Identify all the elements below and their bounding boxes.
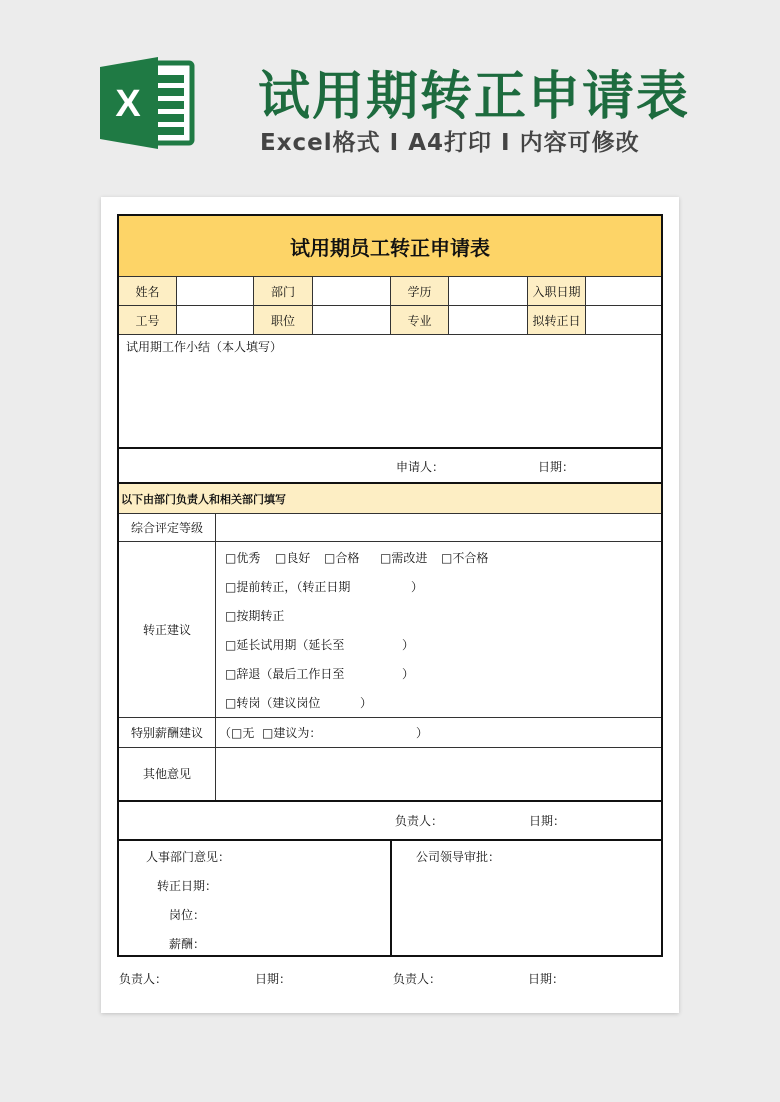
hr-opinion-label: 人事部门意见：	[146, 850, 231, 864]
option-early-close: ）	[411, 580, 424, 594]
footer-responsible-2: 负责人：	[393, 972, 442, 986]
form-title: 试用期员工转正申请表	[119, 216, 661, 276]
label-employee-id: 工号	[119, 306, 176, 334]
other-opinion-field[interactable]	[216, 748, 661, 800]
education-field[interactable]	[449, 277, 527, 305]
excel-icon	[100, 57, 196, 149]
svg-text:X: X	[115, 83, 141, 125]
salary-suggest-option[interactable]: □建议为：	[262, 726, 322, 740]
label-major: 专业	[391, 306, 448, 334]
label-planned-date: 拟转正日	[528, 306, 585, 334]
label-education: 学历	[391, 277, 448, 305]
summary-label: 试用期工作小结（本人填写）	[126, 340, 283, 354]
footer-date-1: 日期：	[255, 972, 292, 986]
name-field[interactable]	[177, 277, 253, 305]
hr-post-label: 岗位：	[169, 908, 206, 922]
responsible-date-label: 日期：	[529, 814, 566, 828]
major-field[interactable]	[449, 306, 527, 334]
department-field[interactable]	[313, 277, 390, 305]
rating-field[interactable]	[216, 514, 661, 541]
section-header: 以下由部门负责人和相关部门填写	[119, 484, 661, 513]
option-dismiss[interactable]: □辞退（最后工作日至	[225, 667, 345, 681]
suggestion-label: 转正建议	[142, 622, 191, 637]
other-opinion-label: 其他意见	[142, 767, 191, 781]
footer-responsible-1: 负责人：	[119, 972, 168, 986]
salary-close: ）	[416, 726, 429, 740]
hire-date-field[interactable]	[586, 277, 661, 305]
option-transfer-close: ）	[360, 696, 373, 710]
footer-date-2: 日期：	[528, 972, 565, 986]
option-on-time[interactable]: □按期转正	[225, 609, 285, 623]
option-extend-close: ）	[402, 638, 415, 652]
page-title: 试用期转正申请表	[258, 67, 691, 127]
page-header	[0, 0, 780, 195]
salary-none-option[interactable]: （□无	[219, 726, 255, 740]
label-name: 姓名	[119, 277, 176, 305]
label-position: 职位	[254, 306, 312, 334]
option-improve[interactable]: □需改进	[380, 551, 428, 565]
option-dismiss-close: ）	[402, 667, 415, 681]
option-good[interactable]: □良好	[275, 551, 311, 565]
option-early[interactable]: □提前转正，（转正日期	[225, 580, 351, 594]
leader-approval-label: 公司领导审批：	[416, 850, 501, 864]
responsible-label: 负责人：	[395, 814, 444, 828]
option-fail[interactable]: □不合格	[441, 551, 489, 565]
salary-label: 特别薪酬建议	[130, 725, 203, 740]
hr-date-label: 转正日期：	[157, 879, 218, 893]
page-subtitle: Excel格式 I A4打印 I 内容可修改	[260, 130, 640, 156]
applicant-date-label: 日期：	[538, 460, 575, 474]
summary-field[interactable]	[119, 354, 661, 447]
position-field[interactable]	[313, 306, 390, 334]
applicant-label: 申请人：	[396, 460, 445, 474]
option-extend[interactable]: □延长试用期（延长至	[225, 638, 345, 652]
label-department: 部门	[254, 277, 312, 305]
employee-id-field[interactable]	[177, 306, 253, 334]
option-excellent[interactable]: □优秀	[225, 551, 261, 565]
form-table	[117, 214, 663, 957]
rating-label: 综合评定等级	[130, 520, 203, 535]
label-hire-date: 入职日期	[528, 277, 585, 305]
planned-date-field[interactable]	[586, 306, 661, 334]
option-pass[interactable]: □合格	[324, 551, 360, 565]
form-sheet	[101, 197, 679, 1013]
option-transfer[interactable]: □转岗（建议岗位	[225, 696, 321, 710]
hr-salary-label: 薪酬：	[169, 937, 206, 951]
